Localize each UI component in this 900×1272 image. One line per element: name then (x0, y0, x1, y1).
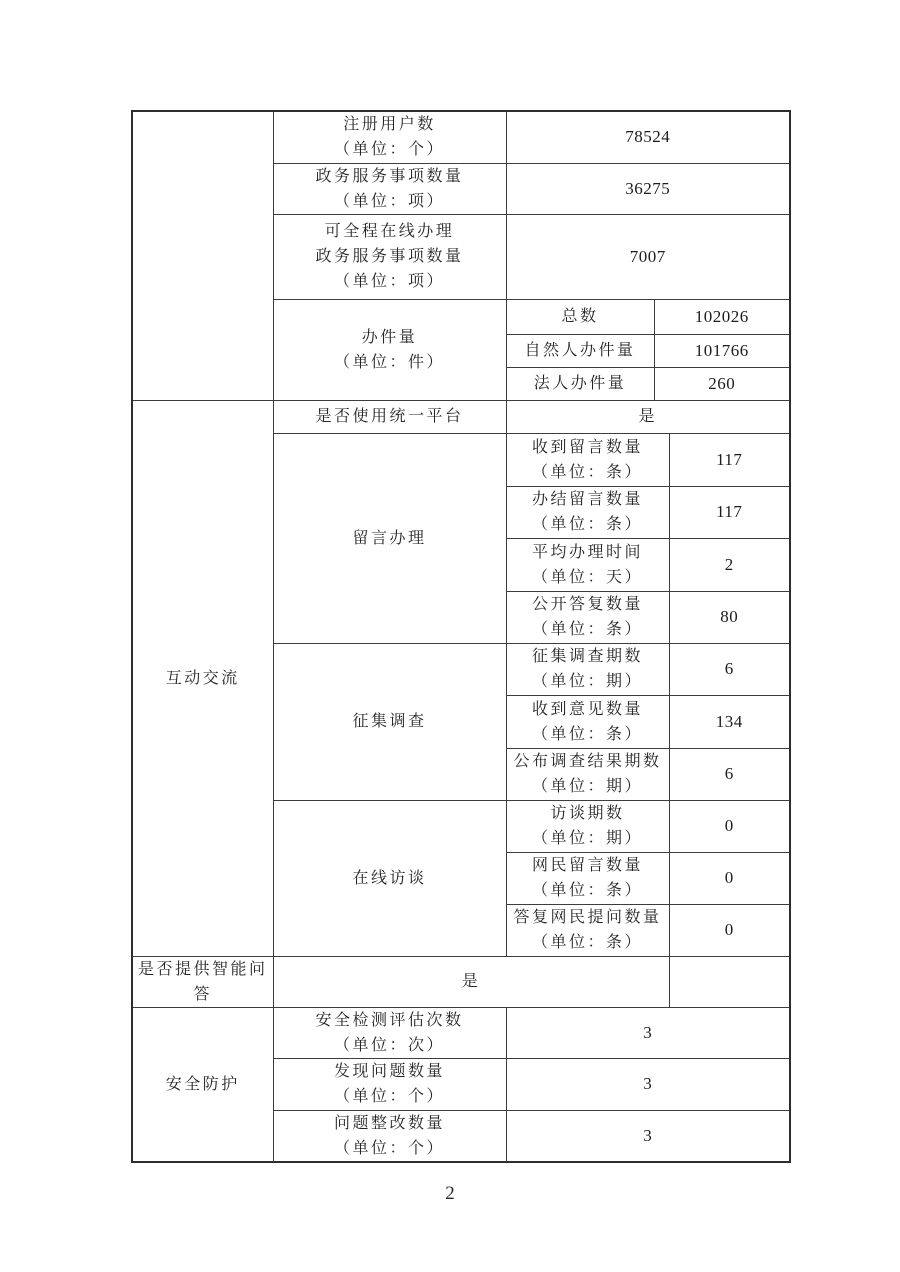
subitem-unit: （单位：期） (531, 778, 643, 795)
value-cell (669, 748, 790, 800)
subitem-label-cell (506, 904, 669, 956)
item-unit: （单位：个） (333, 141, 445, 159)
subitem-label: 法人办件量 (533, 375, 627, 392)
subitem-value: 102026 (694, 306, 749, 326)
item-value: 3 (643, 1125, 653, 1145)
subitem-label: 自然人办件量 (524, 342, 636, 359)
value-cell (654, 299, 790, 334)
item-label-cell (273, 1007, 506, 1058)
table-row (132, 956, 790, 1007)
item-label-cell (273, 163, 506, 214)
item-label-cell (273, 800, 506, 956)
table-row (132, 111, 790, 163)
subitem-unit: （单位：条） (531, 516, 643, 533)
subitem-unit: （单位：期） (531, 830, 643, 847)
subitem-value: 0 (724, 868, 734, 887)
page-number: 2 (445, 1183, 455, 1204)
subitem-label: 收到意见数量 (531, 700, 643, 718)
subitem-label: 公布调查结果期数 (513, 753, 662, 770)
item-label: 问题整改数量 (333, 1114, 445, 1132)
item-label-cell (132, 956, 273, 1007)
item-value: 是 (638, 408, 657, 425)
item-label: 征集调查 (352, 713, 427, 730)
item-label-cell (273, 1058, 506, 1110)
subitem-value: 134 (715, 711, 743, 731)
subitem-label: 征集调查期数 (531, 648, 643, 665)
value-cell (506, 214, 790, 299)
item-label: 政务服务事项数量 (315, 167, 464, 185)
group-label-cell (132, 400, 273, 956)
subitem-unit: （单位：条） (531, 463, 643, 481)
item-label-cell (273, 299, 506, 400)
group-label: 安全防护 (165, 1075, 240, 1093)
item-unit: （单位：次） (333, 1036, 445, 1054)
value-cell (669, 800, 790, 852)
subitem-value: 117 (716, 502, 743, 521)
value-cell (506, 111, 790, 163)
subitem-label-cell (506, 643, 669, 695)
subitem-value: 117 (716, 449, 743, 469)
table-row (132, 400, 790, 433)
subitem-value: 6 (724, 659, 734, 678)
item-value: 是 (461, 973, 481, 990)
item-label: 发现问题数量 (333, 1063, 445, 1080)
subitem-label-cell (506, 299, 654, 334)
subitem-label-cell (506, 800, 669, 852)
item-value: 3 (643, 1022, 653, 1042)
item-label: 办件量 (361, 328, 418, 346)
value-cell (506, 1058, 790, 1110)
value-cell (654, 334, 790, 367)
subitem-label: 总数 (561, 308, 599, 325)
subitem-label: 办结留言数量 (531, 491, 643, 508)
value-cell (669, 486, 790, 538)
table-row (132, 1007, 790, 1058)
subitem-label: 收到留言数量 (531, 438, 643, 456)
item-value: 7007 (629, 246, 666, 266)
subitem-value: 0 (724, 920, 734, 939)
subitem-value: 2 (724, 554, 734, 574)
item-unit: （单位：个） (333, 1139, 445, 1157)
group-label: 互动交流 (165, 669, 240, 687)
subitem-label-cell (506, 334, 654, 367)
item-value: 3 (643, 1074, 653, 1093)
item-unit: （单位：件） (333, 353, 445, 371)
group-label-cell (132, 111, 273, 400)
item-label-cell (273, 1110, 506, 1162)
item-label: 注册用户数 (343, 116, 436, 134)
value-cell (506, 1007, 790, 1058)
subitem-label-cell (506, 852, 669, 904)
subitem-unit: （单位：条） (531, 934, 643, 951)
value-cell (506, 400, 790, 433)
item-label: 留言办理 (352, 529, 427, 547)
subitem-unit: （单位：条） (531, 621, 643, 638)
item-label-cell (273, 214, 506, 299)
subitem-label: 访谈期数 (550, 805, 625, 822)
subitem-label-cell (506, 695, 669, 748)
item-value: 36275 (625, 178, 671, 198)
subitem-label-cell (506, 748, 669, 800)
item-label: 可全程在线办理 (324, 223, 455, 240)
subitem-value: 80 (720, 607, 739, 626)
item-label-cell (273, 643, 506, 800)
subitem-value: 6 (724, 764, 734, 783)
value-cell (669, 538, 790, 591)
item-unit: （单位：项） (333, 273, 445, 290)
value-cell (654, 367, 790, 400)
value-cell (273, 956, 669, 1007)
subitem-label-cell (506, 367, 654, 400)
item-label-cell (273, 433, 506, 643)
subitem-label-cell (506, 538, 669, 591)
value-cell (669, 591, 790, 643)
subitem-label-cell (506, 591, 669, 643)
subitem-value: 0 (724, 816, 734, 835)
item-label-cell (273, 400, 506, 433)
item-unit: （单位：个） (333, 1088, 445, 1105)
subitem-label-cell (506, 486, 669, 538)
statistics-table (131, 110, 791, 1163)
group-label-cell (132, 1007, 273, 1162)
item-label: 政务服务事项数量 (315, 248, 464, 265)
subitem-label: 公开答复数量 (531, 596, 643, 613)
subitem-unit: （单位：条） (531, 882, 643, 899)
item-label-cell (273, 111, 506, 163)
item-label: 是否提供智能问答 (137, 960, 268, 1003)
value-cell (669, 904, 790, 956)
subitem-value: 101766 (694, 340, 749, 360)
subitem-label: 网民留言数量 (531, 857, 643, 874)
item-label: 安全检测评估次数 (315, 1011, 464, 1029)
subitem-unit: （单位：期） (531, 673, 643, 690)
subitem-label: 平均办理时间 (531, 543, 643, 561)
subitem-label: 答复网民提问数量 (513, 909, 662, 926)
value-cell (669, 643, 790, 695)
value-cell (506, 1110, 790, 1162)
subitem-unit: （单位：条） (531, 725, 643, 743)
item-label: 是否使用统一平台 (315, 408, 464, 425)
item-unit: （单位：项） (333, 192, 445, 210)
subitem-value: 260 (708, 373, 736, 393)
subitem-unit: （单位：天） (531, 568, 643, 586)
value-cell (669, 433, 790, 486)
subitem-label-cell (506, 433, 669, 486)
item-value: 78524 (625, 127, 671, 147)
value-cell (669, 852, 790, 904)
value-cell (669, 695, 790, 748)
value-cell (506, 163, 790, 214)
item-label: 在线访谈 (352, 869, 427, 887)
